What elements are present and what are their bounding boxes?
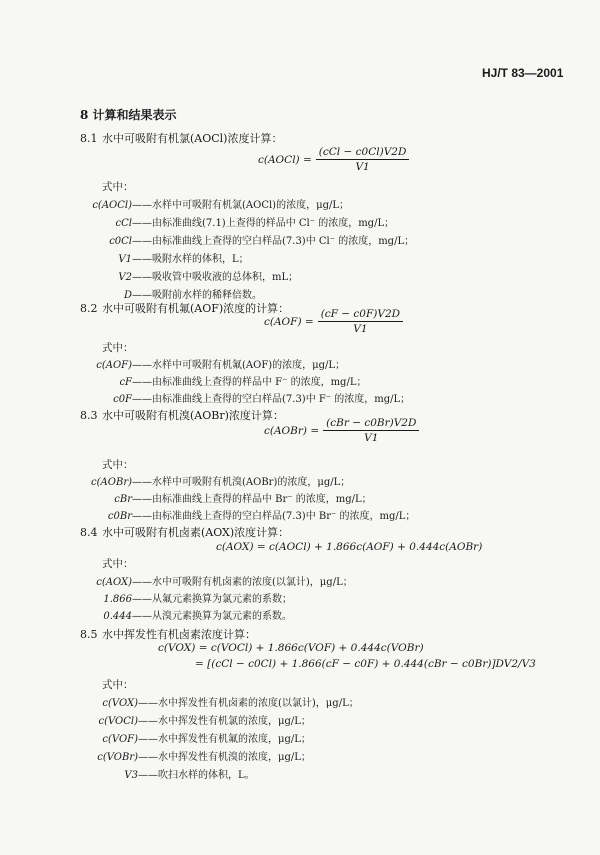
- term-description: ——由标准曲线上查得的空白样品(7.3)中 F⁻ 的浓度，mg/L；: [132, 394, 411, 405]
- fraction: [318, 308, 403, 335]
- fraction: [323, 417, 419, 444]
- term-definition: [80, 712, 311, 727]
- formula-lhs: c(AOCl) =: [258, 153, 312, 166]
- clause-8-4-heading: [80, 524, 289, 540]
- term-definition: [80, 590, 292, 605]
- clause-title: 水中可吸附有机氯(AOCl)浓度计算：: [102, 132, 283, 145]
- term-definition: [80, 473, 350, 488]
- clause-number: 8.5: [80, 628, 98, 641]
- term-definition: [80, 356, 345, 371]
- term-definition: [80, 507, 415, 522]
- formula-aobr: [264, 417, 419, 444]
- term-description: ——吸附水样的体积，L；: [132, 254, 249, 265]
- term-description: ——水中挥发性有机溴的浓度，μg/L；: [138, 752, 311, 763]
- term-symbol: 1.866: [103, 594, 132, 605]
- formula-aox: c(AOX) = c(AOCl) + 1.866c(AOF) + 0.444c(AOBr): [216, 541, 483, 553]
- term-symbol: V3: [124, 770, 138, 781]
- term-description: ——由标准曲线上查得的样品中 F⁻ 的浓度，mg/L；: [132, 377, 367, 388]
- term-symbol: cF: [119, 377, 132, 388]
- term-description: ——吸附前水样的稀释倍数。: [132, 290, 262, 301]
- where-label: 式中：: [102, 342, 134, 354]
- term-definition: [80, 730, 311, 745]
- clause-title: 水中挥发性有机卤素浓度计算：: [102, 628, 256, 641]
- term-symbol: c(VOBr): [97, 752, 138, 763]
- denominator: V1: [364, 432, 379, 444]
- standard-code: HJ/T 83—2001: [482, 66, 564, 80]
- formula-lhs: c(AOF) =: [264, 315, 314, 328]
- section-title: 8 计算和结果表示: [80, 108, 177, 122]
- term-definition: [80, 268, 298, 283]
- term-symbol: V2: [118, 272, 132, 283]
- term-definition: [80, 250, 249, 265]
- numerator: (cBr − c0Br)V2D: [323, 417, 419, 431]
- term-definition: [80, 607, 292, 622]
- formula-vox-line2: = [(cCl − c0Cl) + 1.866(cF − c0F) + 0.444(cBr − c0Br)]DV2/V3: [195, 658, 536, 670]
- term-symbol: c(VOCl): [98, 716, 138, 727]
- where-label: 式中：: [102, 679, 134, 691]
- term-description: ——水中可吸附有机卤素的浓度(以氯计)，μg/L；: [132, 577, 353, 588]
- term-symbol: D: [123, 290, 132, 301]
- denominator: V1: [353, 323, 368, 335]
- formula-vox-line1: c(VOX) = c(VOCl) + 1.866c(VOF) + 0.444c(VOBr): [158, 642, 424, 654]
- term-symbol: c(AOCl): [92, 200, 132, 211]
- term-symbol: V1: [118, 254, 132, 265]
- term-definition: [80, 373, 366, 388]
- term-description: ——水中挥发性有机氟的浓度，μg/L；: [138, 734, 311, 745]
- where-label: 式中：: [102, 181, 134, 193]
- term-description: ——吹扫水样的体积，L。: [138, 770, 255, 781]
- numerator: (cCl − c0Cl)V2D: [316, 146, 410, 160]
- clause-8-3-heading: [80, 407, 284, 423]
- formula-lhs: c(AOBr) =: [264, 424, 320, 437]
- term-symbol: c0Br: [107, 511, 132, 522]
- term-symbol: c0F: [113, 394, 132, 405]
- term-definition: [80, 694, 359, 709]
- term-symbol: c(AOX): [96, 577, 132, 588]
- clause-8-2-heading: [80, 300, 289, 316]
- term-description: ——由标准曲线上查得的样品中 Br⁻ 的浓度，mg/L；: [132, 494, 372, 505]
- term-symbol: c(VOX): [102, 698, 138, 709]
- term-definition: [80, 286, 262, 301]
- term-definition: [80, 766, 255, 781]
- term-definition: [80, 196, 349, 211]
- term-description: ——水样中可吸附有机氟(AOF)的浓度，μg/L；: [132, 360, 346, 371]
- numerator: (cF − c0F)V2D: [318, 308, 403, 322]
- term-description: ——从溴元素换算为氯元素的系数。: [132, 611, 292, 622]
- term-description: ——水中挥发性有机卤素的浓度(以氯计)，μg/L；: [138, 698, 359, 709]
- clause-8-1-heading: [80, 130, 282, 146]
- term-definition: [80, 390, 410, 405]
- clause-number: 8.3: [80, 409, 98, 422]
- fraction: [316, 146, 410, 173]
- term-description: ——吸收管中吸收液的总体积，mL；: [132, 272, 299, 283]
- clause-number: 8.4: [80, 526, 98, 539]
- term-symbol: cBr: [114, 494, 132, 505]
- formula-aof: [264, 308, 403, 335]
- term-description: ——从氟元素换算为氯元素的系数；: [132, 594, 292, 605]
- term-description: ——水样中可吸附有机氯(AOCl)的浓度，μg/L；: [132, 200, 349, 211]
- term-definition: [80, 748, 311, 763]
- term-definition: [80, 490, 372, 505]
- clause-title: 水中可吸附有机氟(AOF)浓度的计算：: [102, 302, 290, 315]
- term-symbol: c0Cl: [109, 236, 132, 247]
- term-symbol: c(VOF): [102, 734, 138, 745]
- term-symbol: c(AOF): [96, 360, 132, 371]
- clause-number: 8.1: [80, 132, 98, 145]
- clause-title: 水中可吸附有机溴(AOBr)浓度计算：: [102, 409, 284, 422]
- term-definition: [80, 232, 414, 247]
- term-description: ——水样中可吸附有机溴(AOBr)的浓度，μg/L；: [132, 477, 351, 488]
- clause-title: 水中可吸附有机卤素(AOX)浓度计算：: [102, 526, 290, 539]
- term-definition: [80, 214, 394, 229]
- term-description: ——由标准曲线上查得的空白样品(7.3)中 Cl⁻ 的浓度，mg/L；: [132, 236, 415, 247]
- clause-number: 8.2: [80, 302, 98, 315]
- term-symbol: c(AOBr): [91, 477, 132, 488]
- term-description: ——由标准曲线上查得的空白样品(7.3)中 Br⁻ 的浓度，mg/L；: [132, 511, 416, 522]
- term-description: ——水中挥发性有机氯的浓度，μg/L；: [138, 716, 311, 727]
- term-description: ——由标准曲线(7.1)上查得的样品中 Cl⁻ 的浓度，mg/L；: [132, 218, 395, 229]
- where-label: 式中：: [102, 459, 134, 471]
- clause-8-5-heading: [80, 626, 256, 642]
- term-symbol: cCl: [115, 218, 132, 229]
- where-label: 式中：: [102, 558, 134, 570]
- term-definition: [80, 573, 353, 588]
- term-symbol: 0.444: [103, 611, 132, 622]
- formula-aocl: [258, 146, 409, 173]
- denominator: V1: [355, 161, 370, 173]
